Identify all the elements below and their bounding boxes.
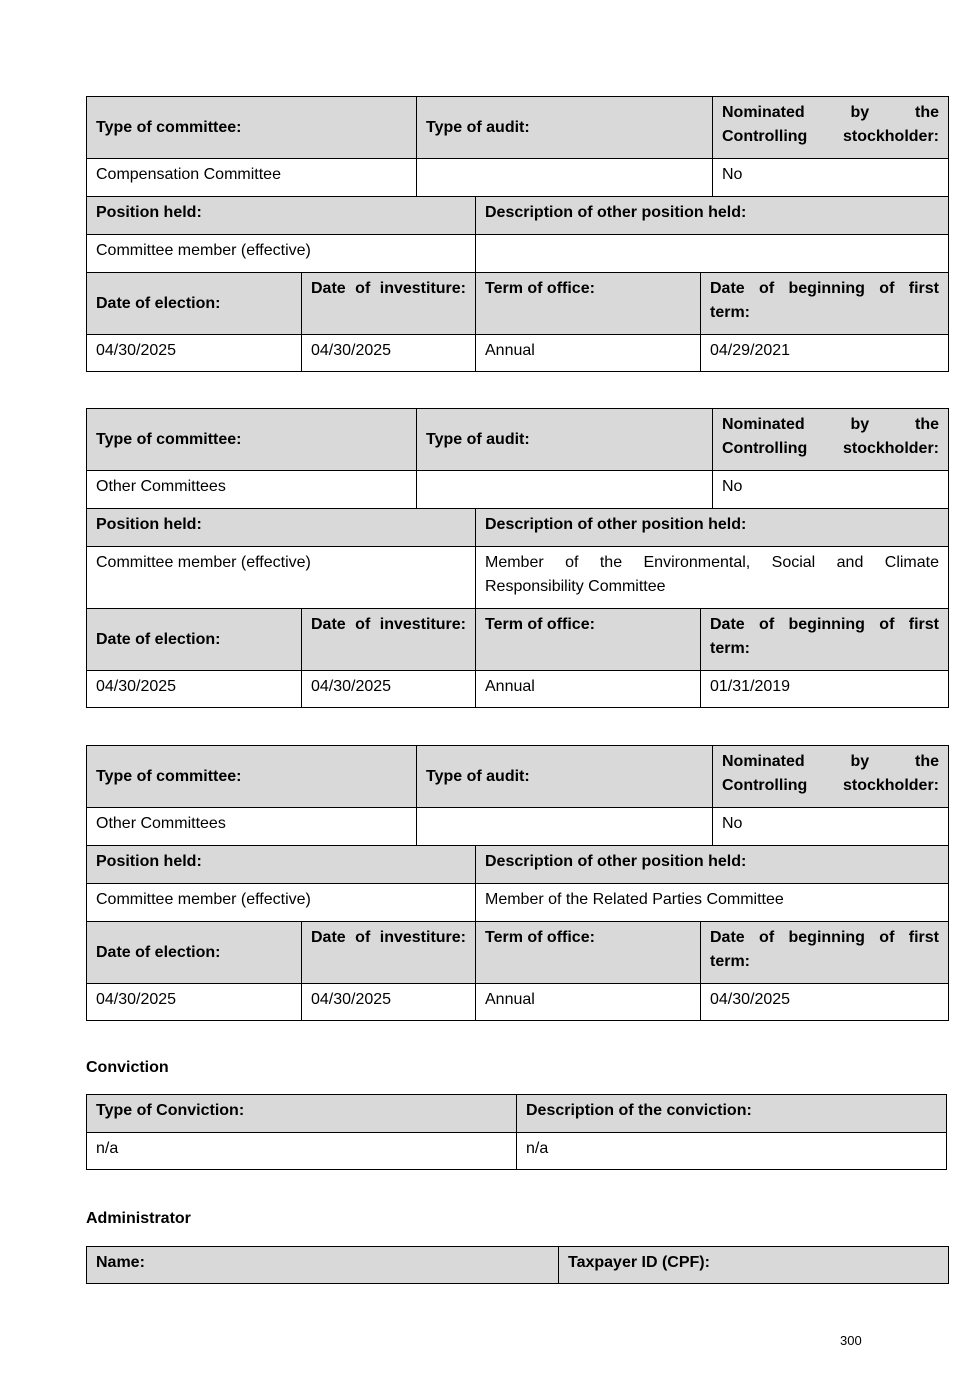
date-of-investiture-value: 04/30/2025 (301, 670, 475, 708)
committee-header-row (86, 745, 949, 807)
date-beginning-first-term-value: 04/30/2025 (700, 983, 949, 1021)
position-value-row (86, 883, 949, 921)
conviction-header-row (86, 1094, 947, 1132)
description-of-conviction-value: n/a (516, 1132, 947, 1170)
position-value-row (86, 234, 949, 272)
date-of-election-value: 04/30/2025 (86, 334, 301, 372)
term-of-office-label: Term of office: (475, 921, 700, 983)
position-held-value: Committee member (effective) (86, 883, 475, 921)
nominated-value: No (712, 807, 949, 845)
administrator-title: Administrator (86, 1210, 191, 1227)
type-of-committee-label: Type of committee: (86, 96, 416, 158)
type-of-committee-label: Type of committee: (86, 408, 416, 470)
term-of-office-value: Annual (475, 670, 700, 708)
committee-header-row (86, 96, 949, 158)
date-of-election-value: 04/30/2025 (86, 670, 301, 708)
type-of-audit-value (416, 470, 712, 508)
nominated-value: No (712, 158, 949, 196)
nominated-label: Nominated by the Controlling stockholder: (712, 408, 949, 470)
administrator-table (86, 1246, 949, 1284)
name-label: Name: (86, 1246, 558, 1284)
position-held-value: Committee member (effective) (86, 234, 475, 272)
page-number: 300 (840, 1333, 862, 1348)
type-of-audit-label: Type of audit: (416, 408, 712, 470)
description-of-conviction-label: Description of the conviction: (516, 1094, 947, 1132)
nominated-label: Nominated by the Controlling stockholder: (712, 745, 949, 807)
date-of-investiture-value: 04/30/2025 (301, 983, 475, 1021)
date-of-election-label: Date of election: (86, 608, 301, 670)
administrator-header-row (86, 1246, 949, 1284)
date-of-investiture-label: Date of investiture: (301, 921, 475, 983)
type-of-conviction-value: n/a (86, 1132, 516, 1170)
date-of-election-label: Date of election: (86, 272, 301, 334)
dates-value-row (86, 670, 949, 708)
dates-header-row (86, 608, 949, 670)
position-held-label: Position held: (86, 845, 475, 883)
date-beginning-first-term-value: 04/29/2021 (700, 334, 949, 372)
committee-table-3 (86, 745, 949, 1021)
type-of-committee-value: Other Committees (86, 807, 416, 845)
committee-table-1 (86, 96, 949, 372)
term-of-office-label: Term of office: (475, 608, 700, 670)
date-beginning-first-term-label: Date of beginning of first term: (700, 921, 949, 983)
committee-table-2 (86, 408, 949, 708)
dates-value-row (86, 334, 949, 372)
type-of-audit-value (416, 807, 712, 845)
type-of-conviction-label: Type of Conviction: (86, 1094, 516, 1132)
position-held-value: Committee member (effective) (86, 546, 475, 608)
date-of-investiture-label: Date of investiture: (301, 272, 475, 334)
dates-value-row (86, 983, 949, 1021)
term-of-office-value: Annual (475, 983, 700, 1021)
term-of-office-value: Annual (475, 334, 700, 372)
nominated-label: Nominated by the Controlling stockholder: (712, 96, 949, 158)
position-header-row (86, 845, 949, 883)
committee-header-row (86, 408, 949, 470)
position-held-label: Position held: (86, 508, 475, 546)
position-header-row (86, 508, 949, 546)
description-other-position-value: Member of the Related Parties Committee (475, 883, 949, 921)
conviction-title: Conviction (86, 1059, 169, 1076)
date-beginning-first-term-label: Date of beginning of first term: (700, 272, 949, 334)
conviction-table (86, 1094, 947, 1170)
dates-header-row (86, 921, 949, 983)
committee-value-row (86, 158, 949, 196)
type-of-committee-label: Type of committee: (86, 745, 416, 807)
cpf-label: Taxpayer ID (CPF): (558, 1246, 949, 1284)
type-of-audit-label: Type of audit: (416, 96, 712, 158)
type-of-audit-label: Type of audit: (416, 745, 712, 807)
conviction-value-row (86, 1132, 947, 1170)
description-other-position-value (475, 234, 949, 272)
date-beginning-first-term-value: 01/31/2019 (700, 670, 949, 708)
position-value-row (86, 546, 949, 608)
position-held-label: Position held: (86, 196, 475, 234)
description-other-position-label: Description of other position held: (475, 845, 949, 883)
type-of-committee-value: Other Committees (86, 470, 416, 508)
date-of-investiture-label: Date of investiture: (301, 608, 475, 670)
nominated-value: No (712, 470, 949, 508)
description-other-position-label: Description of other position held: (475, 508, 949, 546)
description-other-position-label: Description of other position held: (475, 196, 949, 234)
date-of-investiture-value: 04/30/2025 (301, 334, 475, 372)
description-other-position-value: Member of the Environmental, Social and Climate Responsibility Committee (475, 546, 949, 608)
committee-value-row (86, 807, 949, 845)
committee-value-row (86, 470, 949, 508)
position-header-row (86, 196, 949, 234)
type-of-audit-value (416, 158, 712, 196)
term-of-office-label: Term of office: (475, 272, 700, 334)
date-of-election-label: Date of election: (86, 921, 301, 983)
type-of-committee-value: Compensation Committee (86, 158, 416, 196)
dates-header-row (86, 272, 949, 334)
date-beginning-first-term-label: Date of beginning of first term: (700, 608, 949, 670)
date-of-election-value: 04/30/2025 (86, 983, 301, 1021)
